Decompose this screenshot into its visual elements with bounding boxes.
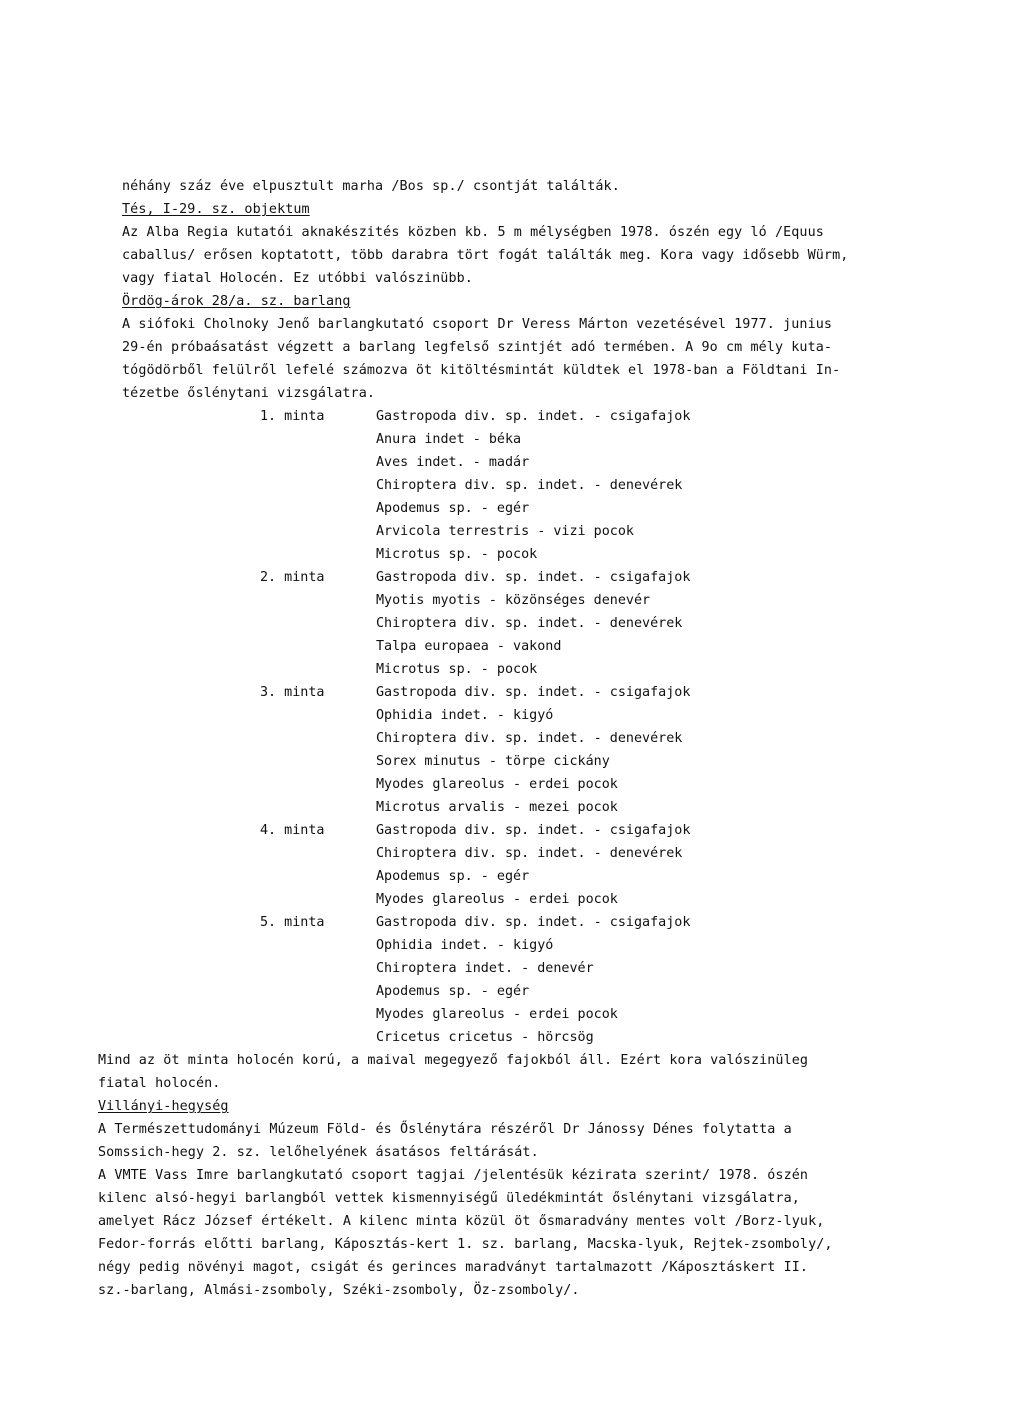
villanyi-line: kilenc alsó-hegyi barlangból vettek kismennyiségű üledékmintát őslénytani vizsgálatra,	[98, 1191, 800, 1206]
tes-line: Az Alba Regia kutatói aknakészités közben kb. 5 m mélységben 1978. ószén egy ló /Equus	[122, 225, 824, 240]
sample-entry: Talpa europaea - vakond	[376, 639, 562, 654]
villanyi-line: sz.-barlang, Almási-zsomboly, Széki-zsomboly, Öz-zsomboly/.	[98, 1283, 580, 1298]
tes-line: caballus/ erősen koptatott, több darabra tört fogát találták meg. Kora vagy idősebb Würm,	[122, 248, 849, 263]
sample-label: 5. minta	[260, 915, 325, 930]
sample-entry: Ophidia indet. - kigyó	[376, 938, 554, 953]
villanyi-line: Fedor-forrás előtti barlang, Káposztás-kert 1. sz. barlang, Macska-lyuk, Rejtek-zsomboly/,	[98, 1237, 833, 1252]
section-heading-villanyi: Villányi-hegység	[98, 1099, 229, 1114]
tes-line: vagy fiatal Holocén. Ez utóbbi valószinübb.	[122, 271, 473, 286]
sample-entry: Microtus arvalis - mezei pocok	[376, 800, 618, 815]
sample-entry: Chiroptera div. sp. indet. - denevérek	[376, 846, 683, 861]
sample-label: 2. minta	[260, 570, 325, 585]
sample-entry: Arvicola terrestris - vizi pocok	[376, 524, 634, 539]
ordog-line: tógödörből felülről lefelé számozva öt kitöltésmintát küldtek el 1978-ban a Földtani In-	[122, 363, 841, 378]
sample-entry: Gastropoda div. sp. indet. - csigafajok	[376, 915, 691, 930]
sample-entry: Chiroptera indet. - denevér	[376, 961, 594, 976]
section-heading-tes: Tés, I-29. sz. objektum	[122, 202, 310, 217]
sample-entry: Anura indet - béka	[376, 432, 522, 447]
sample-entry: Myodes glareolus - erdei pocok	[376, 1007, 618, 1022]
sample-entry: Gastropoda div. sp. indet. - csigafajok	[376, 409, 691, 424]
sample-entry: Gastropoda div. sp. indet. - csigafajok	[376, 685, 691, 700]
sample-entry: Apodemus sp. - egér	[376, 869, 530, 884]
intro-line: néhány száz éve elpusztult marha /Bos sp./ csontját találták.	[122, 179, 620, 194]
villanyi-line: Somssich-hegy 2. sz. lelőhelyének ásatásos feltárását.	[98, 1145, 539, 1160]
sample-entry: Ophidia indet. - kigyó	[376, 708, 554, 723]
conclusion-line: fiatal holocén.	[98, 1076, 221, 1091]
sample-label: 4. minta	[260, 823, 325, 838]
sample-entry: Microtus sp. - pocok	[376, 547, 538, 562]
sample-entry: Apodemus sp. - egér	[376, 984, 530, 999]
sample-entry: Chiroptera div. sp. indet. - denevérek	[376, 478, 683, 493]
villanyi-line: A Természettudományi Múzeum Föld- és Őslénytára részéről Dr Jánossy Dénes folytatta a	[98, 1122, 792, 1137]
ordog-line: 29-én próbaásatást végzett a barlang legfelső szintjét adó termében. A 9o cm mély kuta-	[122, 340, 833, 355]
sample-label: 1. minta	[260, 409, 325, 424]
section-heading-ordog-arok: Ördög-árok 28/a. sz. barlang	[122, 294, 351, 309]
ordog-line: A siófoki Cholnoky Jenő barlangkutató csoport Dr Veress Márton vezetésével 1977. junius	[122, 317, 833, 332]
sample-entry: Cricetus cricetus - hörcsög	[376, 1030, 594, 1045]
sample-entry: Sorex minutus - törpe cickány	[376, 754, 610, 769]
ordog-line: tézetbe őslénytani vizsgálatra.	[122, 386, 376, 401]
sample-entry: Gastropoda div. sp. indet. - csigafajok	[376, 570, 691, 585]
sample-entry: Myodes glareolus - erdei pocok	[376, 892, 618, 907]
sample-entry: Apodemus sp. - egér	[376, 501, 530, 516]
villanyi-line: A VMTE Vass Imre barlangkutató csoport tagjai /jelentésük kézirata szerint/ 1978. ószén	[98, 1168, 809, 1183]
sample-entry: Gastropoda div. sp. indet. - csigafajok	[376, 823, 691, 838]
sample-entry: Chiroptera div. sp. indet. - denevérek	[376, 616, 683, 631]
sample-entry: Aves indet. - madár	[376, 455, 530, 470]
villanyi-line: négy pedig növényi magot, csigát és gerinces maradványt tartalmazott /Káposztáskert II.	[98, 1260, 809, 1275]
sample-entry: Microtus sp. - pocok	[376, 662, 538, 677]
sample-entry: Myodes glareolus - erdei pocok	[376, 777, 618, 792]
sample-label: 3. minta	[260, 685, 325, 700]
sample-entry: Chiroptera div. sp. indet. - denevérek	[376, 731, 683, 746]
conclusion-line: Mind az öt minta holocén korú, a maival megegyező fajokból áll. Ezért kora valószinüleg	[98, 1053, 809, 1068]
villanyi-line: amelyet Rácz József értékelt. A kilenc minta közül öt ősmaradvány mentes volt /Borz-lyuk,	[98, 1214, 825, 1229]
sample-entry: Myotis myotis - közönséges denevér	[376, 593, 651, 608]
